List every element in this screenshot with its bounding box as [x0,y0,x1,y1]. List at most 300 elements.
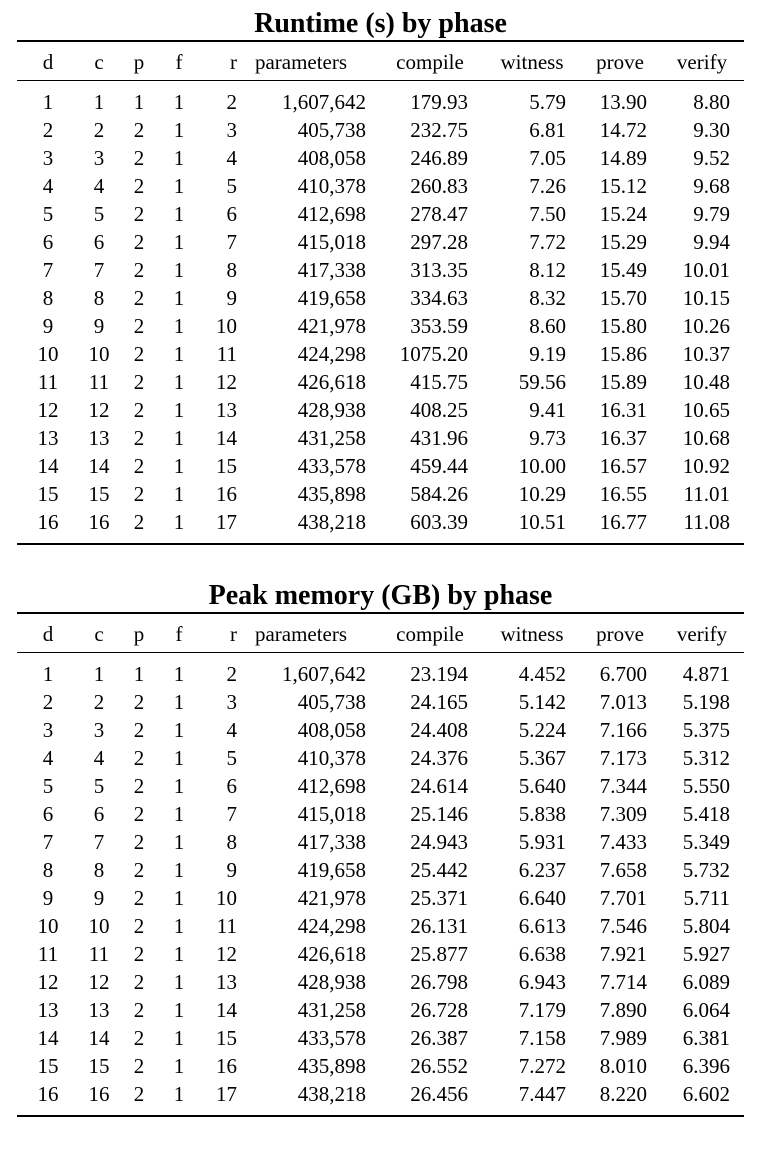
cell-p: 2 [133,1082,145,1106]
cell-parameters: 433,578 [297,454,366,478]
table-row [17,284,744,312]
cell-parameters: 421,978 [297,886,366,910]
table-row [17,800,744,828]
cell-prove: 15.80 [599,314,647,338]
cell-prove: 7.013 [599,690,647,714]
cell-r: 11 [216,914,237,938]
cell-f: 1 [173,510,185,534]
cell-p: 2 [133,1054,145,1078]
cell-prove: 7.344 [599,774,647,798]
cell-f: 1 [173,662,185,686]
cell-verify: 5.732 [682,858,730,882]
cell-d: 7 [42,830,54,854]
cell-c: 13 [88,426,110,450]
cell-p: 2 [133,858,145,882]
cell-c: 3 [93,146,105,170]
cell-d: 5 [42,202,54,226]
cell-f: 1 [173,914,185,938]
cell-d: 4 [42,174,54,198]
table-row [17,828,744,856]
cell-prove: 7.921 [599,942,647,966]
cell-verify: 10.37 [682,342,730,366]
table-row [17,396,744,424]
cell-verify: 9.94 [693,230,730,254]
column-header-prove: prove [596,622,644,646]
cell-parameters: 1,607,642 [282,662,366,686]
cell-p: 2 [133,146,145,170]
cell-r: 7 [226,802,237,826]
cell-c: 12 [88,398,110,422]
cell-r: 10 [216,314,237,338]
cell-prove: 7.173 [599,746,647,770]
cell-r: 2 [226,90,237,114]
cell-compile: 459.44 [410,454,468,478]
cell-d: 8 [42,858,54,882]
cell-witness: 5.367 [518,746,566,770]
cell-witness: 6.943 [518,970,566,994]
cell-witness: 5.79 [529,90,566,114]
cell-verify: 10.48 [682,370,730,394]
cell-r: 5 [226,746,237,770]
cell-verify: 5.375 [682,718,730,742]
cell-r: 7 [226,230,237,254]
column-header-r: r [230,622,237,646]
cell-d: 7 [42,258,54,282]
cell-d: 1 [42,90,54,114]
cell-compile: 26.798 [410,970,468,994]
cell-parameters: 428,938 [297,970,366,994]
cell-witness: 10.51 [518,510,566,534]
header-row [17,614,744,652]
cell-f: 1 [173,1082,185,1106]
column-header-verify: verify [676,50,728,74]
cell-witness: 7.272 [518,1054,566,1078]
cell-d: 13 [37,426,59,450]
cell-f: 1 [173,314,185,338]
cell-c: 8 [93,286,105,310]
cell-witness: 6.640 [518,886,566,910]
cell-r: 10 [216,886,237,910]
cell-verify: 5.349 [682,830,730,854]
cell-parameters: 410,378 [297,174,366,198]
cell-compile: 26.552 [410,1054,468,1078]
cell-witness: 7.158 [518,1026,566,1050]
cell-parameters: 417,338 [297,258,366,282]
cell-c: 8 [93,858,105,882]
cell-prove: 14.89 [599,146,647,170]
cell-compile: 24.376 [410,746,468,770]
cell-compile: 24.614 [410,774,468,798]
column-header-witness: witness [500,622,564,646]
cell-compile: 232.75 [410,118,468,142]
cell-d: 1 [42,662,54,686]
table-row [17,856,744,884]
cell-compile: 179.93 [410,90,468,114]
cell-d: 2 [42,118,54,142]
table-row [17,228,744,256]
cell-d: 12 [37,970,59,994]
cell-compile: 246.89 [410,146,468,170]
cell-verify: 8.80 [693,90,730,114]
table-row [17,1024,744,1052]
cell-p: 2 [133,774,145,798]
cell-c: 4 [93,746,105,770]
cell-prove: 7.890 [599,998,647,1022]
cell-witness: 7.72 [529,230,566,254]
cell-verify: 6.089 [682,970,730,994]
column-header-d: d [42,622,54,646]
table-row [17,452,744,480]
cell-d: 14 [37,454,59,478]
cell-f: 1 [173,454,185,478]
cell-p: 2 [133,202,145,226]
cell-witness: 5.838 [518,802,566,826]
cell-prove: 8.010 [599,1054,647,1078]
table-row [17,688,744,716]
table-row [17,368,744,396]
cell-r: 14 [216,998,237,1022]
cell-parameters: 417,338 [297,830,366,854]
cell-f: 1 [173,342,185,366]
cell-p: 2 [133,802,145,826]
table-row [17,996,744,1024]
cell-r: 16 [216,482,237,506]
cell-f: 1 [173,858,185,882]
cell-c: 12 [88,970,110,994]
cell-parameters: 438,218 [297,1082,366,1106]
cell-p: 2 [133,690,145,714]
cell-witness: 59.56 [518,370,566,394]
column-header-parameters: parameters [254,50,348,74]
cell-d: 14 [37,1026,59,1050]
cell-witness: 7.26 [529,174,566,198]
cell-parameters: 428,938 [297,398,366,422]
cell-p: 2 [133,998,145,1022]
cell-f: 1 [173,1054,185,1078]
cell-prove: 15.24 [599,202,647,226]
cell-verify: 5.312 [682,746,730,770]
column-header-c: c [94,50,104,74]
cell-compile: 353.59 [410,314,468,338]
cell-prove: 7.433 [599,830,647,854]
cell-compile: 23.194 [410,662,468,686]
column-header-verify: verify [676,622,728,646]
cell-witness: 7.50 [529,202,566,226]
cell-p: 2 [133,886,145,910]
cell-f: 1 [173,802,185,826]
cell-d: 3 [42,146,54,170]
cell-parameters: 426,618 [297,370,366,394]
cell-r: 4 [226,718,237,742]
cell-r: 5 [226,174,237,198]
cell-witness: 6.613 [518,914,566,938]
cell-d: 9 [42,886,54,910]
cell-p: 2 [133,174,145,198]
cell-verify: 9.30 [693,118,730,142]
cell-witness: 6.81 [529,118,566,142]
table-row [17,340,744,368]
cell-parameters: 426,618 [297,942,366,966]
cell-verify: 10.65 [682,398,730,422]
cell-compile: 25.877 [410,942,468,966]
table-row [17,1080,744,1108]
cell-compile: 25.146 [410,802,468,826]
cell-parameters: 410,378 [297,746,366,770]
cell-compile: 26.456 [410,1082,468,1106]
cell-parameters: 408,058 [297,146,366,170]
cell-c: 14 [88,454,110,478]
cell-f: 1 [173,718,185,742]
cell-f: 1 [173,258,185,282]
cell-witness: 8.12 [529,258,566,282]
cell-c: 2 [93,690,105,714]
table-row [17,172,744,200]
cell-prove: 15.86 [599,342,647,366]
cell-verify: 10.01 [682,258,730,282]
cell-f: 1 [173,774,185,798]
table-title: Runtime (s) by phase [254,8,507,39]
cell-witness: 5.931 [518,830,566,854]
cell-witness: 6.237 [518,858,566,882]
cell-p: 2 [133,718,145,742]
cell-d: 15 [37,482,59,506]
cell-f: 1 [173,830,185,854]
cell-prove: 16.37 [599,426,647,450]
cell-verify: 9.79 [693,202,730,226]
cell-parameters: 433,578 [297,1026,366,1050]
cell-verify: 5.711 [683,886,730,910]
cell-c: 1 [93,662,105,686]
cell-c: 5 [93,774,105,798]
cell-p: 1 [133,90,145,114]
table-row [17,424,744,452]
cell-d: 16 [37,1082,59,1106]
cell-c: 16 [88,510,110,534]
cell-prove: 7.701 [599,886,647,910]
cell-witness: 9.41 [529,398,566,422]
cell-witness: 7.447 [518,1082,566,1106]
cell-d: 10 [37,342,59,366]
cell-prove: 7.989 [599,1026,647,1050]
cell-f: 1 [173,174,185,198]
table-row [17,772,744,800]
cell-p: 2 [133,370,145,394]
cell-f: 1 [173,286,185,310]
cell-r: 8 [226,258,237,282]
cell-verify: 9.68 [693,174,730,198]
cell-parameters: 435,898 [297,1054,366,1078]
cell-f: 1 [173,942,185,966]
cell-f: 1 [173,90,185,114]
cell-witness: 5.142 [518,690,566,714]
cell-d: 6 [42,230,54,254]
cell-verify: 5.198 [682,690,730,714]
cell-r: 12 [216,370,237,394]
cell-prove: 15.70 [599,286,647,310]
cell-parameters: 415,018 [297,802,366,826]
cell-d: 3 [42,718,54,742]
cell-d: 11 [37,942,59,966]
cell-p: 2 [133,258,145,282]
column-header-prove: prove [596,50,644,74]
cell-witness: 5.224 [518,718,566,742]
cell-verify: 11.08 [683,510,730,534]
cell-c: 6 [93,802,105,826]
cell-compile: 415.75 [410,370,468,394]
cell-compile: 25.442 [410,858,468,882]
cell-compile: 1075.20 [399,342,468,366]
cell-r: 6 [226,774,237,798]
cell-r: 13 [216,398,237,422]
cell-verify: 6.602 [682,1082,730,1106]
table-row [17,200,744,228]
cell-parameters: 424,298 [297,914,366,938]
cell-parameters: 412,698 [297,202,366,226]
cell-witness: 8.32 [529,286,566,310]
cell-compile: 24.943 [410,830,468,854]
cell-r: 12 [216,942,237,966]
cell-verify: 6.396 [682,1054,730,1078]
cell-f: 1 [173,202,185,226]
cell-p: 2 [133,914,145,938]
cell-d: 8 [42,286,54,310]
cell-p: 2 [133,970,145,994]
cell-compile: 278.47 [410,202,468,226]
cell-prove: 15.89 [599,370,647,394]
cell-compile: 260.83 [410,174,468,198]
cell-f: 1 [173,370,185,394]
cell-r: 13 [216,970,237,994]
cell-f: 1 [173,690,185,714]
cell-compile: 297.28 [410,230,468,254]
cell-prove: 16.57 [599,454,647,478]
cell-prove: 16.55 [599,482,647,506]
cell-p: 2 [133,510,145,534]
cell-parameters: 419,658 [297,858,366,882]
column-header-d: d [42,50,54,74]
cell-r: 2 [226,662,237,686]
cell-p: 2 [133,342,145,366]
cell-c: 3 [93,718,105,742]
cell-parameters: 415,018 [297,230,366,254]
cell-r: 11 [216,342,237,366]
cell-c: 11 [88,942,110,966]
column-header-c: c [94,622,104,646]
cell-verify: 4.871 [682,662,730,686]
cell-p: 2 [133,314,145,338]
header-row [17,42,744,80]
cell-c: 7 [93,830,105,854]
table-row [17,884,744,912]
cell-prove: 7.714 [599,970,647,994]
cell-r: 8 [226,830,237,854]
cell-parameters: 435,898 [297,482,366,506]
cell-r: 9 [226,858,237,882]
cell-f: 1 [173,746,185,770]
cell-parameters: 421,978 [297,314,366,338]
cell-p: 2 [133,230,145,254]
table-row [17,716,744,744]
cell-prove: 8.220 [599,1082,647,1106]
cell-d: 11 [37,370,59,394]
memory-table [17,580,744,1117]
cell-c: 7 [93,258,105,282]
cell-verify: 6.381 [682,1026,730,1050]
cell-prove: 15.49 [599,258,647,282]
cell-parameters: 424,298 [297,342,366,366]
cell-verify: 10.15 [682,286,730,310]
table-row [17,660,744,688]
cell-compile: 584.26 [410,482,468,506]
cell-f: 1 [173,426,185,450]
cell-compile: 26.131 [410,914,468,938]
cell-compile: 24.408 [410,718,468,742]
cell-parameters: 405,738 [297,690,366,714]
table-row [17,256,744,284]
cell-p: 2 [133,426,145,450]
cell-c: 15 [88,482,110,506]
cell-r: 3 [226,118,237,142]
cell-verify: 10.68 [682,426,730,450]
table-row [17,480,744,508]
cell-r: 17 [216,1082,237,1106]
cell-p: 2 [133,482,145,506]
cell-f: 1 [173,146,185,170]
cell-parameters: 405,738 [297,118,366,142]
cell-f: 1 [173,1026,185,1050]
cell-compile: 408.25 [410,398,468,422]
cell-verify: 5.550 [682,774,730,798]
cell-d: 12 [37,398,59,422]
cell-f: 1 [173,398,185,422]
cell-prove: 13.90 [599,90,647,114]
column-header-witness: witness [500,50,564,74]
cell-r: 3 [226,690,237,714]
cell-p: 2 [133,746,145,770]
table-row [17,744,744,772]
cell-p: 1 [133,662,145,686]
cell-prove: 16.77 [599,510,647,534]
cell-parameters: 412,698 [297,774,366,798]
cell-r: 17 [216,510,237,534]
cell-r: 16 [216,1054,237,1078]
cell-witness: 5.640 [518,774,566,798]
cell-c: 15 [88,1054,110,1078]
cell-f: 1 [173,998,185,1022]
cell-witness: 9.73 [529,426,566,450]
cell-witness: 7.179 [518,998,566,1022]
cell-d: 16 [37,510,59,534]
cell-parameters: 1,607,642 [282,90,366,114]
column-header-r: r [230,50,237,74]
cell-parameters: 419,658 [297,286,366,310]
table-row [17,1052,744,1080]
cell-compile: 26.728 [410,998,468,1022]
cell-c: 9 [93,886,105,910]
cell-compile: 334.63 [410,286,468,310]
cell-f: 1 [173,970,185,994]
cell-prove: 16.31 [599,398,647,422]
bottom-rule [17,1115,744,1117]
cell-parameters: 438,218 [297,510,366,534]
column-header-parameters: parameters [254,622,348,646]
cell-r: 15 [216,454,237,478]
cell-r: 15 [216,1026,237,1050]
cell-witness: 10.00 [518,454,566,478]
cell-verify: 9.52 [693,146,730,170]
column-header-f: f [175,50,183,74]
cell-p: 2 [133,286,145,310]
